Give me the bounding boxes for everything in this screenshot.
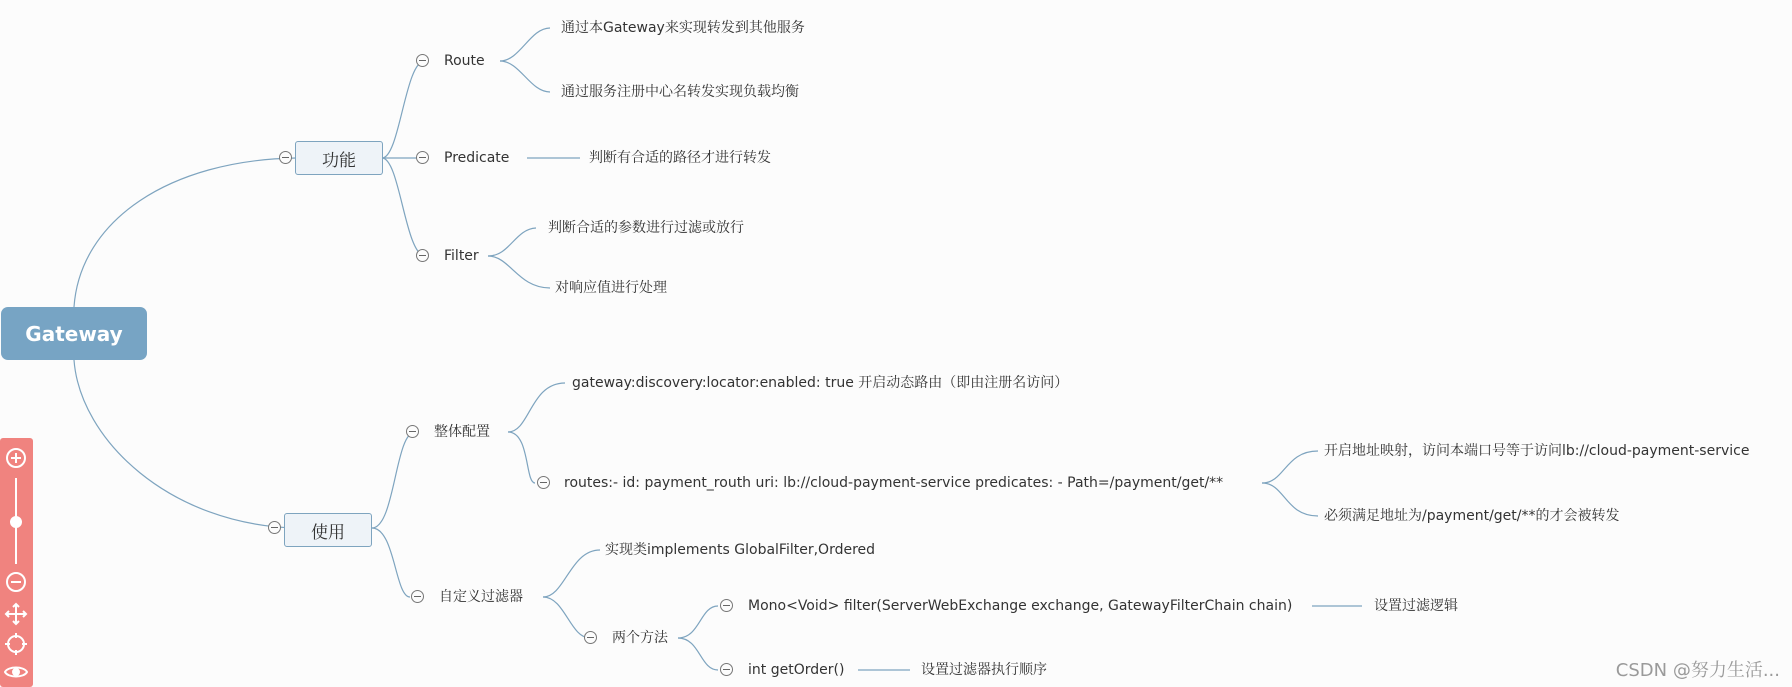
node-discovery[interactable]: gateway:discovery:locator:enabled: true 开启动态路由（即由注册名访问） (572, 375, 1069, 391)
node-methods[interactable]: 两个方法 (612, 630, 668, 646)
locate-icon[interactable] (4, 632, 28, 656)
node-filter-item-1[interactable]: 判断合适的参数进行过滤或放行 (548, 220, 744, 236)
node-routes[interactable]: routes:- id: payment_routh uri: lb://cloud-payment-service predicates: - Path=/payment/get/** (564, 475, 1224, 491)
zoom-out-icon[interactable] (4, 570, 28, 594)
collapse-toggle-config[interactable] (406, 425, 419, 438)
node-route[interactable]: Route (444, 53, 485, 69)
zoom-in-icon[interactable] (4, 446, 28, 470)
watermark: CSDN @努力生活... (1615, 660, 1780, 681)
collapse-toggle-route[interactable] (416, 54, 429, 67)
node-predicate[interactable]: Predicate (444, 150, 510, 166)
node-filter-method[interactable]: Mono<Void> filter(ServerWebExchange exchange, GatewayFilterChain chain) (748, 598, 1293, 614)
node-routes-item-2[interactable]: 必须满足地址为/payment/get/**的才会被转发 (1324, 508, 1620, 524)
node-route-item-2[interactable]: 通过服务注册中心名转发实现负载均衡 (561, 84, 799, 100)
collapse-toggle-custom-filter[interactable] (411, 590, 424, 603)
node-impl[interactable]: 实现类implements GlobalFilter,Ordered (605, 542, 876, 558)
node-usage[interactable]: 使用 (284, 513, 372, 547)
zoom-slider[interactable] (4, 476, 28, 566)
collapse-toggle-filter-method[interactable] (720, 599, 733, 612)
collapse-toggle-order-method[interactable] (720, 663, 733, 676)
node-functions[interactable]: 功能 (295, 141, 383, 175)
node-predicate-item-1[interactable]: 判断有合适的路径才进行转发 (589, 150, 771, 166)
eye-icon[interactable] (4, 660, 28, 684)
collapse-toggle-functions[interactable] (279, 151, 292, 164)
node-order-method-note[interactable]: 设置过滤器执行顺序 (921, 662, 1047, 678)
root-node-gateway[interactable]: Gateway (1, 307, 147, 360)
node-custom-filter[interactable]: 自定义过滤器 (439, 589, 523, 605)
node-route-item-1[interactable]: 通过本Gateway来实现转发到其他服务 (561, 20, 805, 36)
move-icon[interactable] (4, 602, 28, 626)
node-order-method[interactable]: int getOrder() (748, 662, 845, 678)
node-routes-item-1[interactable]: 开启地址映射，访问本端口号等于访问lb://cloud-payment-service (1324, 443, 1750, 459)
collapse-toggle-filter[interactable] (416, 249, 429, 262)
collapse-toggle-predicate[interactable] (416, 151, 429, 164)
collapse-toggle-usage[interactable] (268, 521, 281, 534)
collapse-toggle-routes[interactable] (537, 476, 550, 489)
node-filter[interactable]: Filter (444, 248, 479, 264)
node-filter-item-2[interactable]: 对响应值进行处理 (555, 280, 667, 296)
node-config[interactable]: 整体配置 (434, 424, 490, 440)
zoom-toolbar (0, 438, 33, 687)
node-filter-method-note[interactable]: 设置过滤逻辑 (1374, 598, 1458, 614)
collapse-toggle-methods[interactable] (584, 631, 597, 644)
